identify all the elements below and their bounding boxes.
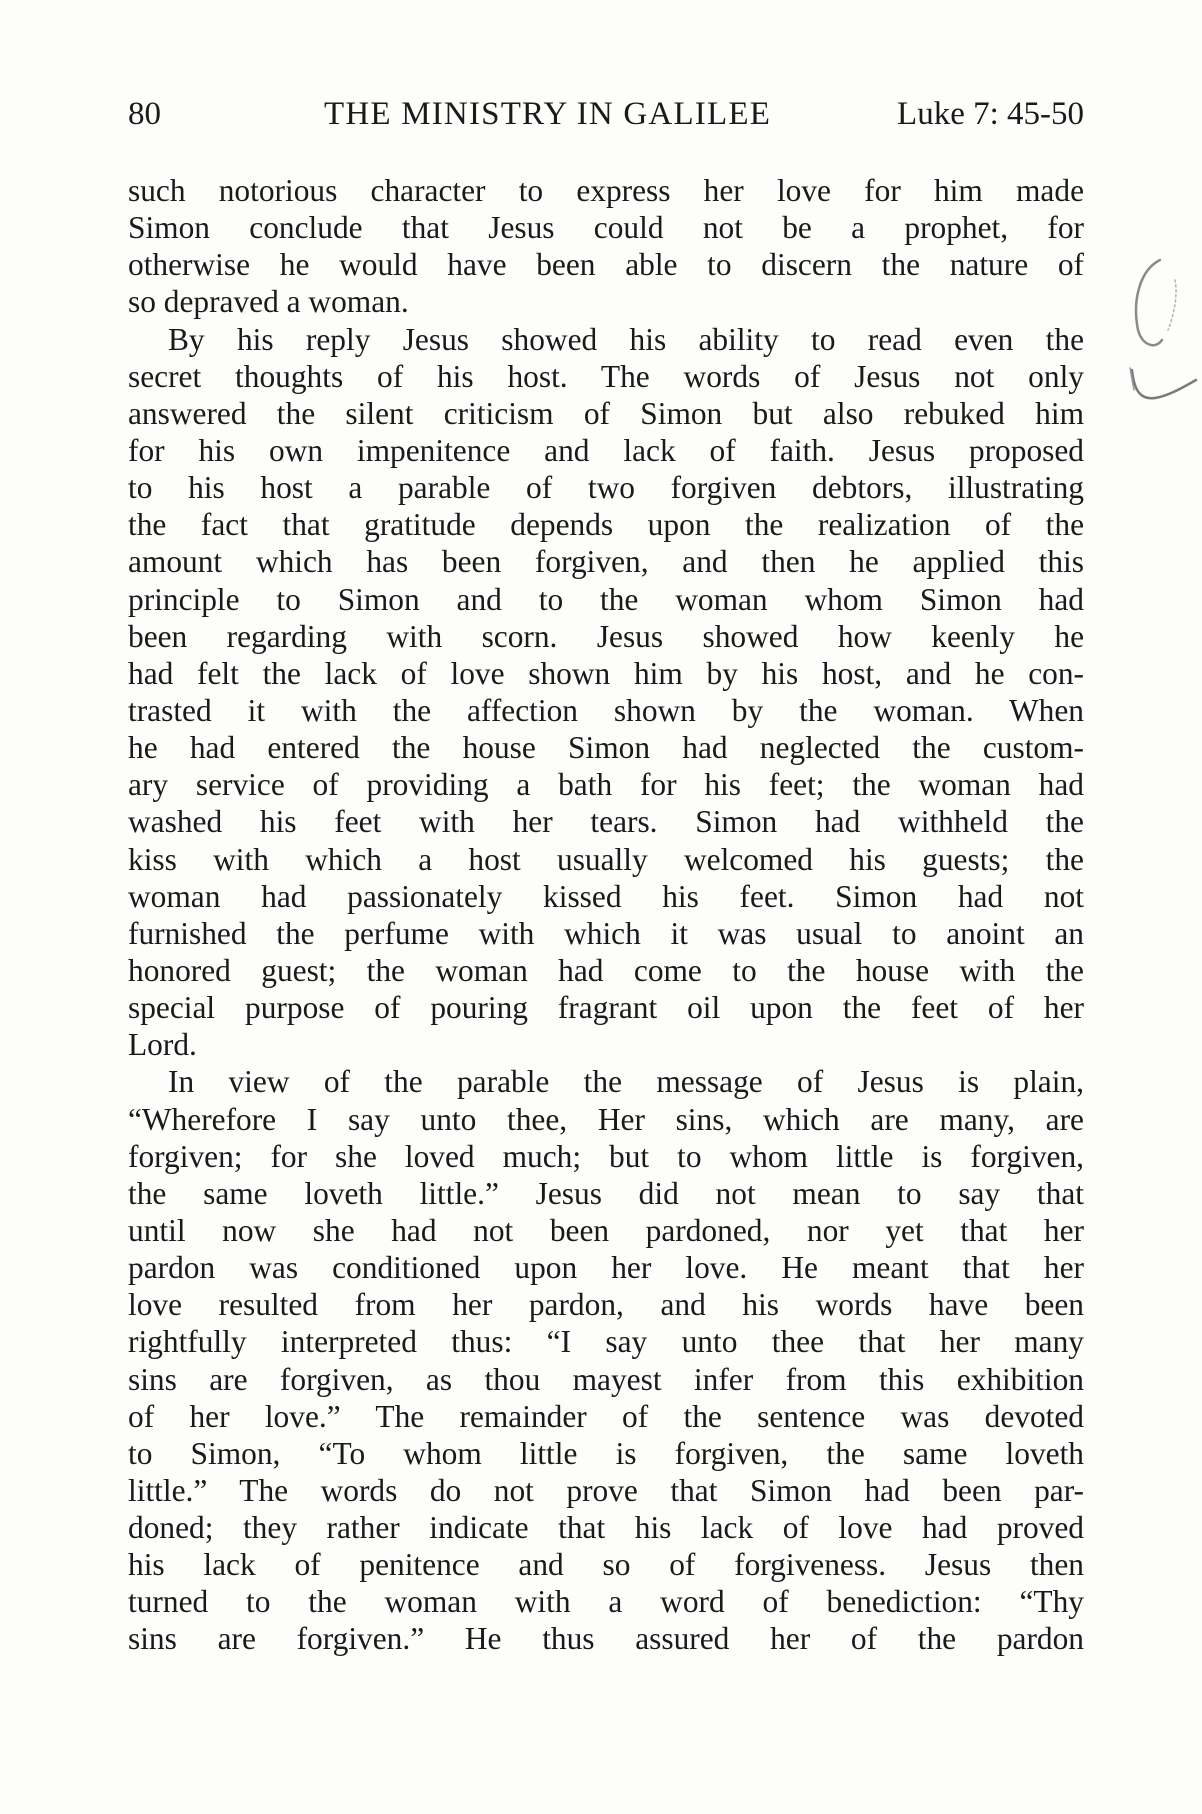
text-line: his lack of penitence and so of forgiveness. Jesus then bbox=[128, 1547, 1084, 1583]
text-line: washed his feet with her tears. Simon had withheld the bbox=[128, 804, 1084, 840]
pencil-margin-mark bbox=[1100, 240, 1202, 410]
text-line: principle to Simon and to the woman whom Simon had bbox=[128, 581, 1084, 617]
text-line: love resulted from her pardon, and his words have been bbox=[128, 1287, 1084, 1323]
text-line: Simon conclude that Jesus could not be a prophet, for bbox=[128, 210, 1084, 246]
text-line: secret thoughts of his host. The words of Jesus not only bbox=[128, 358, 1084, 394]
running-title: THE MINISTRY IN GALILEE bbox=[324, 96, 772, 132]
text-line: such notorious character to express her love for him made bbox=[128, 173, 1084, 208]
text-line: Lord. bbox=[128, 1027, 197, 1063]
text-line: the fact that gratitude depends upon the realization of the bbox=[128, 507, 1084, 543]
text-line: amount which has been forgiven, and then he applied this bbox=[128, 544, 1084, 580]
page-number: 80 bbox=[128, 96, 161, 132]
text-line: ary service of providing a bath for his feet; the woman had bbox=[128, 767, 1084, 803]
text-line: turned to the woman with a word of benediction: “Thy bbox=[128, 1584, 1084, 1620]
text-line: kiss with which a host usually welcomed his guests; the bbox=[128, 841, 1084, 877]
text-line: furnished the perfume with which it was usual to anoint an bbox=[128, 915, 1084, 951]
text-line: been regarding with scorn. Jesus showed how keenly he bbox=[128, 618, 1084, 654]
text-line: doned; they rather indicate that his lack of love had proved bbox=[128, 1510, 1084, 1546]
text-line: In view of the parable the message of Jesus is plain, bbox=[168, 1064, 1084, 1100]
text-line: of her love.” The remainder of the sentence was devoted bbox=[128, 1398, 1084, 1434]
text-line: for his own impenitence and lack of faith. Jesus proposed bbox=[128, 432, 1084, 468]
text-line: pardon was conditioned upon her love. He meant that her bbox=[128, 1250, 1084, 1286]
text-line: rightfully interpreted thus: “I say unto thee that her many bbox=[128, 1324, 1084, 1360]
body-text bbox=[128, 172, 1084, 1658]
text-line: trasted it with the affection shown by the woman. When bbox=[128, 692, 1084, 728]
text-line: answered the silent criticism of Simon but also rebuked him bbox=[128, 395, 1084, 431]
scripture-reference: Luke 7: 45-50 bbox=[897, 96, 1084, 132]
text-line: honored guest; the woman had come to the house with the bbox=[128, 952, 1084, 988]
text-line: to Simon, “To whom little is forgiven, the same loveth bbox=[128, 1435, 1084, 1471]
text-line: so depraved a woman. bbox=[128, 284, 409, 320]
text-line: to his host a parable of two forgiven debtors, illustrating bbox=[128, 470, 1084, 506]
text-line: otherwise he would have been able to discern the nature of bbox=[128, 247, 1084, 283]
text-line: until now she had not been pardoned, nor yet that her bbox=[128, 1212, 1084, 1248]
text-line: forgiven; for she loved much; but to whom little is forgiven, bbox=[128, 1138, 1084, 1174]
page-header bbox=[128, 92, 1084, 136]
text-line: “Wherefore I say unto thee, Her sins, which are many, are bbox=[128, 1101, 1084, 1137]
text-line: had felt the lack of love shown him by his host, and he con- bbox=[128, 655, 1084, 691]
text-line: he had entered the house Simon had neglected the custom- bbox=[128, 730, 1084, 766]
text-line: sins are forgiven.” He thus assured her of the pardon bbox=[128, 1621, 1084, 1657]
text-line: special purpose of pouring fragrant oil upon the feet of her bbox=[128, 990, 1084, 1026]
text-line: By his reply Jesus showed his ability to read even the bbox=[168, 321, 1084, 357]
text-line: little.” The words do not prove that Simon had been par- bbox=[128, 1472, 1084, 1508]
text-line: woman had passionately kissed his feet. Simon had not bbox=[128, 878, 1084, 914]
text-line: the same loveth little.” Jesus did not mean to say that bbox=[128, 1175, 1084, 1211]
text-line: sins are forgiven, as thou mayest infer from this exhibition bbox=[128, 1361, 1084, 1397]
